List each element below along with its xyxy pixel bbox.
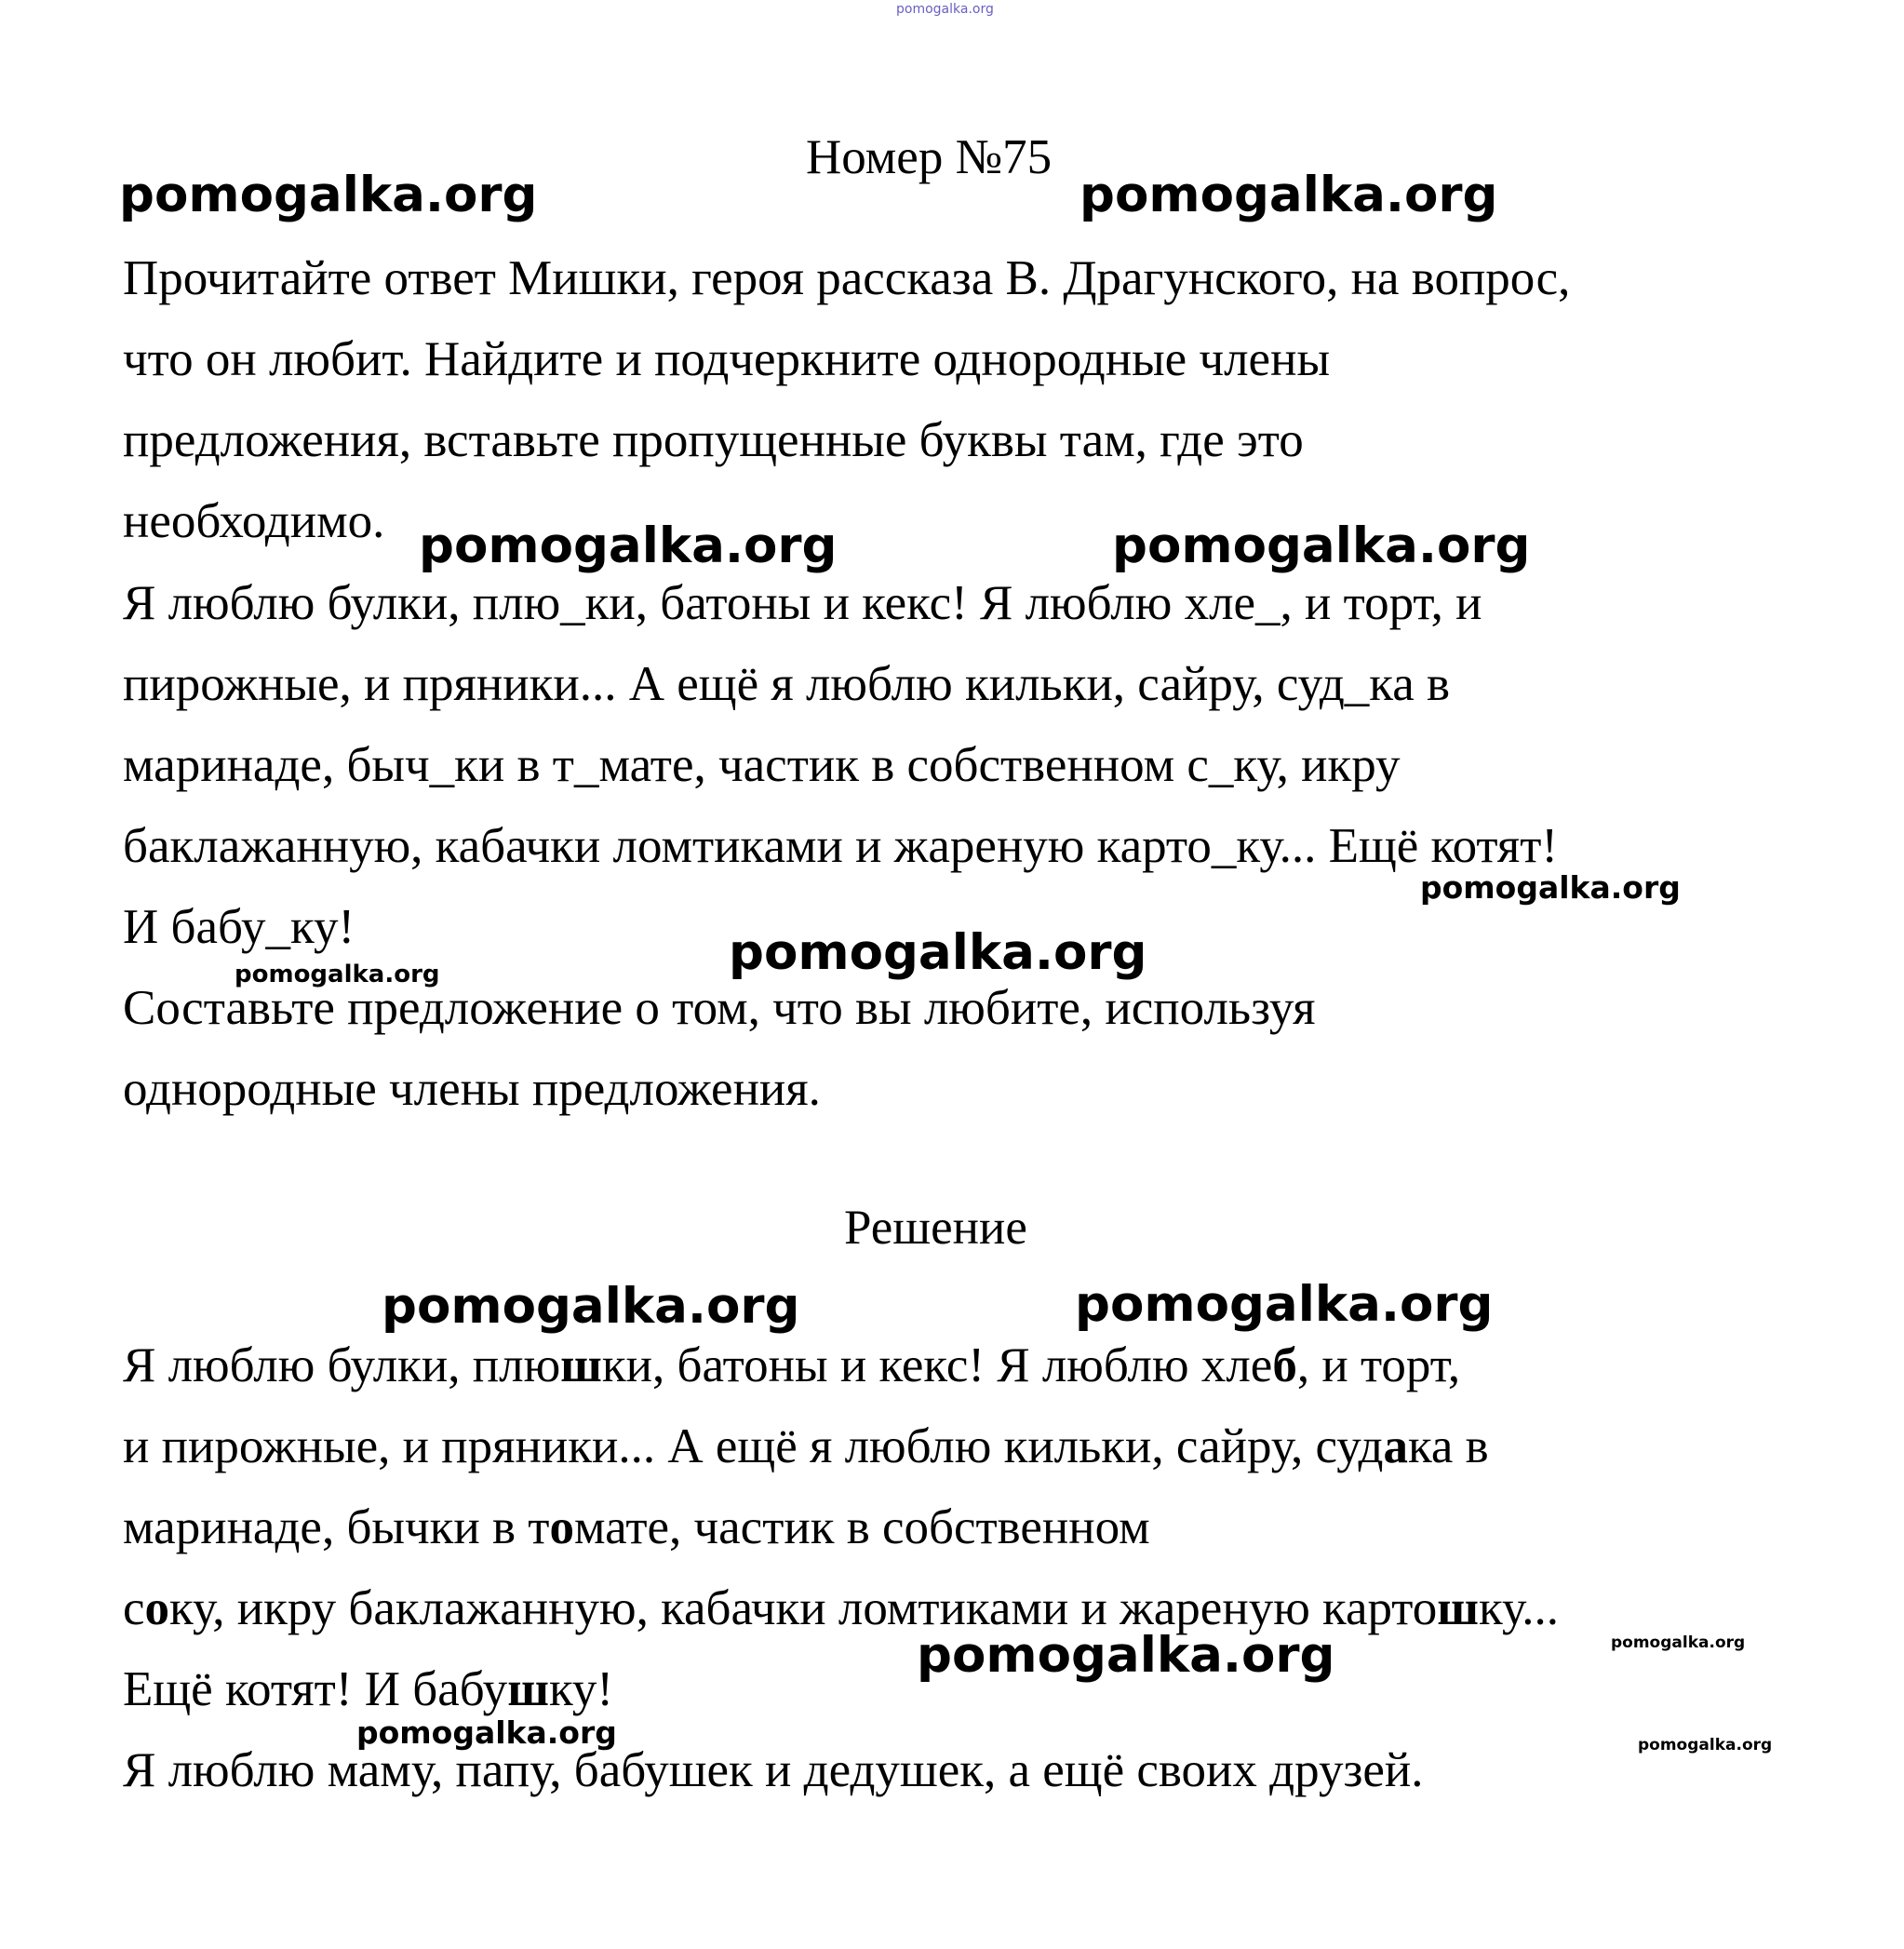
compose-line-2: однородные члены предложения. [123, 1062, 821, 1116]
solution-text: ку! [548, 1662, 614, 1716]
solution-line-5 [123, 1662, 614, 1716]
inserted-letter: о [144, 1581, 170, 1635]
inserted-letter: б [1272, 1338, 1297, 1392]
watermark: pomogalka.org [382, 1278, 800, 1335]
watermark: pomogalka.org [917, 1627, 1335, 1684]
watermark: pomogalka.org [1611, 1633, 1746, 1652]
task-line-3: предложения, вставьте пропущенные буквы там, где это [123, 413, 1304, 467]
inserted-letter: о [549, 1500, 574, 1554]
watermark: pomogalka.org [1075, 1276, 1494, 1333]
solution-text: , и торт, [1296, 1338, 1461, 1392]
watermark: pomogalka.org [1112, 517, 1531, 574]
exercise-line-1: Я люблю булки, плю_ки, батоны и кекс! Я люблю хле_, и торт, и [123, 576, 1482, 630]
exercise-line-2: пирожные, и пряники... А ещё я люблю кильки, сайру, суд_ка в [123, 657, 1451, 711]
solution-heading: Решение [844, 1201, 1027, 1255]
watermark: pomogalka.org [1420, 869, 1681, 906]
solution-text: ка в [1407, 1419, 1489, 1473]
solution-line-4 [123, 1581, 1559, 1635]
solution-line-1 [123, 1338, 1461, 1392]
watermark: pomogalka.org [235, 961, 440, 988]
watermark: pomogalka.org [356, 1714, 617, 1751]
solution-text: Ещё котят! И бабу [123, 1662, 508, 1716]
watermark: pomogalka.org [729, 924, 1147, 981]
solution-line-2 [123, 1419, 1489, 1473]
inserted-letter: ш [1437, 1581, 1480, 1635]
inserted-letter: а [1383, 1419, 1408, 1473]
solution-text: ку... [1479, 1581, 1559, 1635]
solution-text: мате, частик в собственном [573, 1500, 1150, 1554]
solution-text: ку, икру баклажанную, кабачки ломтиками и жареную карто [169, 1581, 1438, 1635]
solution-text: Я люблю булки, плю [123, 1338, 561, 1392]
task-line-2: что он любит. Найдите и подчеркните однородные члены [123, 332, 1331, 386]
watermark: pomogalka.org [419, 517, 838, 574]
compose-line-1: Составьте предложение о том, что вы любите, используя [123, 981, 1316, 1035]
solution-line-3 [123, 1500, 1150, 1554]
task-line-1: Прочитайте ответ Мишки, героя рассказа В. Драгунского, на вопрос, [123, 251, 1571, 305]
solution-text: и пирожные, и пряники... А ещё я люблю кильки, сайру, суд [123, 1419, 1384, 1473]
page-title: Номер №75 [806, 130, 1053, 184]
solution-text: маринаде, бычки в т [123, 1500, 550, 1554]
exercise-line-5: И бабу_ку! [123, 900, 355, 954]
watermark: pomogalka.org [119, 167, 538, 223]
site-link[interactable]: pomogalka.org [896, 2, 994, 17]
exercise-line-4: баклажанную, кабачки ломтиками и жареную карто_ку... Ещё котят! [123, 819, 1559, 873]
inserted-letter: ш [560, 1338, 602, 1392]
watermark: pomogalka.org [1079, 167, 1498, 223]
task-line-4: необходимо. [123, 494, 385, 548]
answer-line: Я люблю маму, папу, бабушек и дедушек, а ещё своих друзей. [123, 1743, 1424, 1797]
solution-text: ки, батоны и кекс! Я люблю хле [601, 1338, 1273, 1392]
exercise-line-3: маринаде, быч_ки в т_мате, частик в собственном с_ку, икру [123, 738, 1401, 792]
solution-text: с [123, 1581, 145, 1635]
inserted-letter: ш [507, 1662, 549, 1716]
watermark: pomogalka.org [1638, 1736, 1773, 1754]
